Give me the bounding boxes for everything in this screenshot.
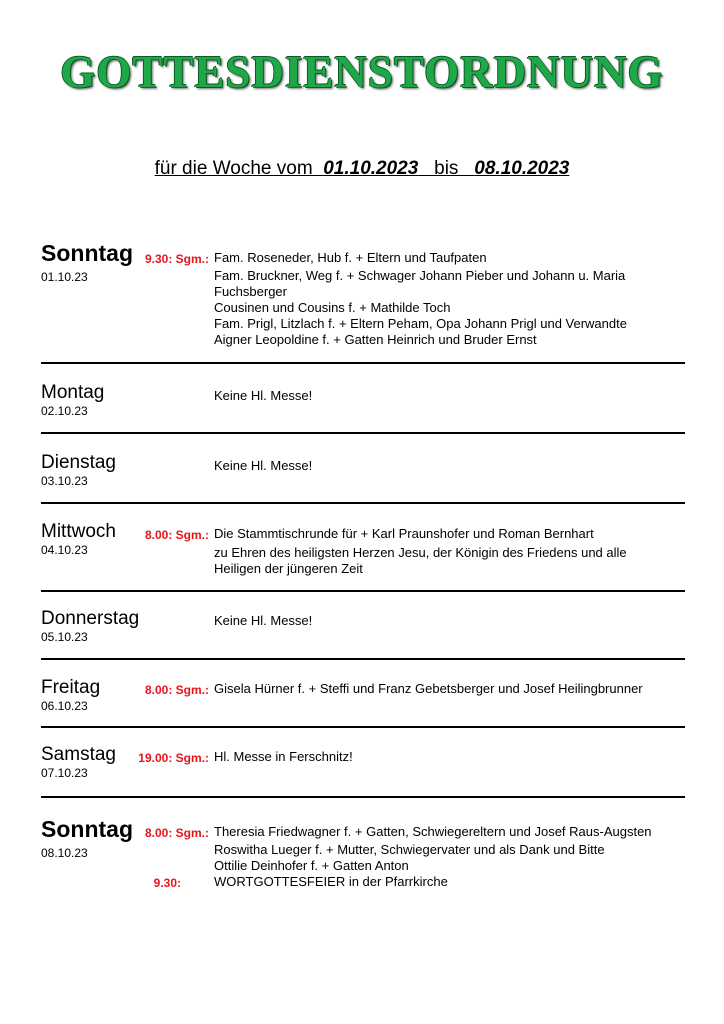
intentions-list — [214, 388, 654, 404]
intentions-list — [214, 749, 654, 765]
day-date: 01.10.23 — [41, 270, 88, 284]
day-date: 04.10.23 — [41, 543, 88, 557]
divider — [41, 432, 685, 434]
day-name: Samstag — [41, 744, 116, 765]
intention-item: Keine Hl. Messe! — [214, 388, 313, 403]
mass-time: 19.00: Sgm.: — [138, 751, 209, 765]
day-date: 07.10.23 — [41, 766, 88, 780]
day-date: 05.10.23 — [41, 630, 88, 644]
day-name: Dienstag — [41, 452, 116, 473]
divider — [41, 502, 685, 504]
mass-time: 8.00: Sgm.: — [144, 528, 209, 542]
day-date: 08.10.23 — [41, 846, 88, 860]
week-prefix: für die Woche vom — [154, 158, 324, 179]
day-name: Sonntag — [41, 240, 133, 266]
intention-item: WORTGOTTESFEIER in der Pfarrkirche — [214, 874, 448, 889]
intention-item: Keine Hl. Messe! — [214, 458, 313, 473]
mass-time: 9.30: Sgm.: — [144, 252, 209, 266]
intentions-list — [214, 824, 654, 890]
mass-time: 9.30: — [153, 876, 181, 890]
divider — [41, 590, 685, 592]
intention-item: zu Ehren des heiligsten Herzen Jesu, der Königin des Friedens und alle Heiligen der jüngeren Zeit — [214, 545, 627, 576]
intention-item: Fam. Prigl, Litzlach f. + Eltern Peham, Opa Johann Prigl und Verwandte — [214, 316, 627, 331]
day-date: 02.10.23 — [41, 404, 88, 418]
week-separator: bis — [418, 158, 475, 179]
mass-time: 8.00: Sgm.: — [144, 683, 209, 697]
divider — [41, 726, 685, 728]
mass-time: 8.00: Sgm.: — [144, 826, 209, 840]
intention-item: Aigner Leopoldine f. + Gatten Heinrich und Bruder Ernst — [214, 332, 537, 347]
day-name: Freitag — [41, 677, 101, 698]
intention-item: Theresia Friedwagner f. + Gatten, Schwiegereltern und Josef Raus-Augsten — [214, 824, 652, 839]
intention-item: Die Stammtischrunde für + Karl Praunshofer und Roman Bernhart — [214, 526, 594, 541]
day-name: Donnerstag — [41, 608, 140, 629]
intention-item: Hl. Messe in Ferschnitz! — [214, 749, 353, 764]
divider — [41, 796, 685, 798]
intention-item: Fam. Bruckner, Weg f. + Schwager Johann Pieber und Johann u. Maria Fuchsberger — [214, 268, 626, 299]
intention-item: Keine Hl. Messe! — [214, 613, 313, 628]
day-date: 06.10.23 — [41, 699, 88, 713]
intention-item: Roswitha Lueger f. + Mutter, Schwiegervater und als Dank und Bitte — [214, 842, 605, 857]
divider — [41, 658, 685, 660]
intention-item: Fam. Roseneder, Hub f. + Eltern und Taufpaten — [214, 250, 487, 265]
intentions-list — [214, 613, 654, 629]
day-name: Mittwoch — [41, 521, 116, 542]
intention-item: Cousinen und Cousins f. + Mathilde Toch — [214, 300, 451, 315]
week-start-date: 01.10.2023 — [323, 158, 419, 179]
intention-item: Gisela Hürner f. + Steffi und Franz Gebetsberger und Josef Heilingbrunner — [214, 681, 643, 696]
intentions-list — [214, 458, 654, 474]
day-date: 03.10.23 — [41, 474, 88, 488]
intentions-list — [214, 250, 654, 348]
intention-item: Ottilie Deinhofer f. + Gatten Anton — [214, 858, 409, 873]
intentions-list — [214, 681, 654, 697]
page-title: GOTTESDIENSTORDNUNG — [60, 47, 664, 97]
day-name: Montag — [41, 382, 105, 403]
day-name: Sonntag — [41, 816, 133, 842]
week-end-date: 08.10.2023 — [474, 158, 570, 179]
week-range — [0, 158, 724, 180]
intentions-list — [214, 526, 654, 577]
divider — [41, 362, 685, 364]
